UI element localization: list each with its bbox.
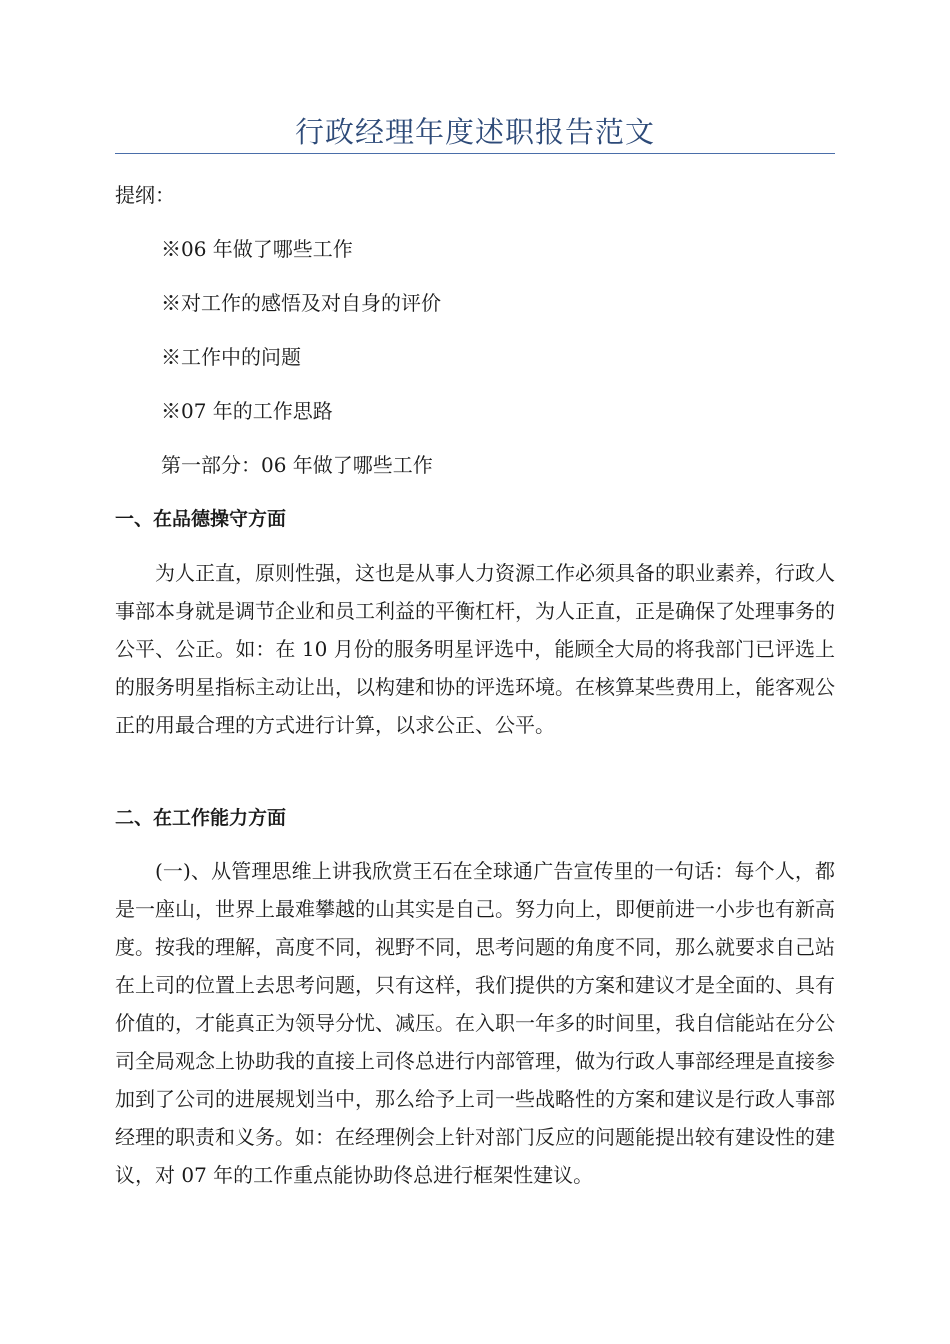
outline-item: ※06 年做了哪些工作 bbox=[161, 237, 353, 261]
section-body: (一)、从管理思维上讲我欣赏王石在全球通广告宣传里的一句话：每个人，都是一座山，世界上最难攀越的山其实是自己。努力向上，即便前进一小步也有新高度。按我的理解，高度不同，视野不同，思考问题的角度不同，那么就要求自己站在上司的位置上去思考问题，只有这样，我们提供的方案和建议才是全面的、具有价值的，才能真正为领导分忧、减压。在入职一年多的时间里，我自信能站在分公司全局观念上协助我的直接上司佟总进行内部管理，做为行政人事部经理是直接参加到了公司的进展规划当中，那么给予上司一些战略性的方案和建议是行政人事部经理的职责和义务。如：在经理例会上针对部门反应的问题能提出较有建设性的建议，对 07 年的工作重点能协助佟总进行框架性建议。 bbox=[115, 859, 835, 1187]
title-underline bbox=[115, 153, 835, 154]
section-heading: 二、在工作能力方面 bbox=[115, 807, 287, 829]
section-heading: 一、在品德操守方面 bbox=[115, 508, 287, 530]
outline-item: ※对工作的感悟及对自身的评价 bbox=[161, 291, 441, 315]
outline-item: ※07 年的工作思路 bbox=[161, 399, 333, 423]
section-body: 为人正直，原则性强，这也是从事人力资源工作必须具备的职业素养，行政人事部本身就是调节企业和员工利益的平衡杠杆，为人正直，正是确保了处理事务的公平、公正。如：在 10 月份的服务明星评选中，能顾全大局的将我部门已评选上的服务明星指标主动让出，以构建和协的评选环境。在核算某些费用上，能客观公正的用最合理的方式进行计算，以求公正、公平。 bbox=[115, 561, 835, 737]
document-title: 行政经理年度述职报告范文 bbox=[294, 115, 655, 149]
outline-item: ※工作中的问题 bbox=[161, 345, 301, 369]
outline-label: 提纲： bbox=[115, 183, 175, 207]
part-one-title: 第一部分：06 年做了哪些工作 bbox=[161, 453, 433, 477]
